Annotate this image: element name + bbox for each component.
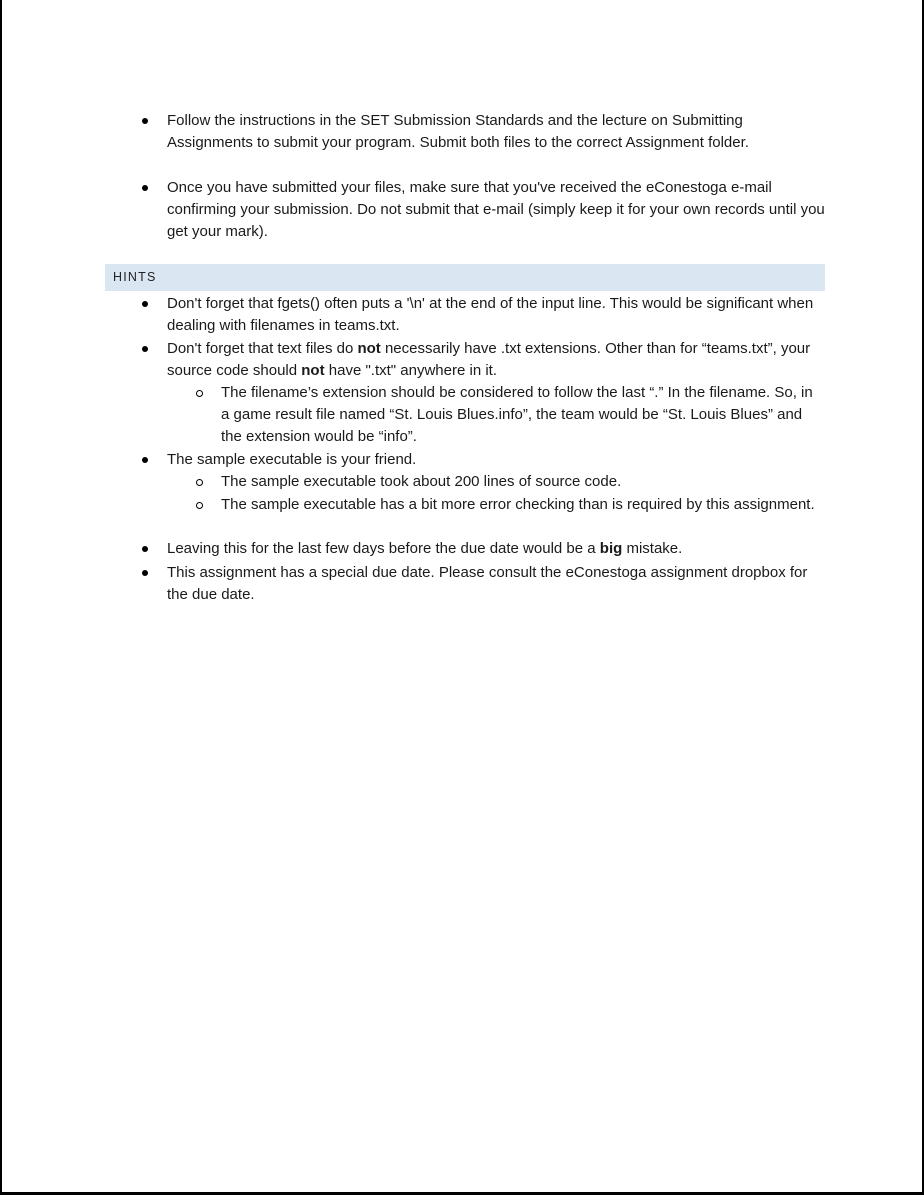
bullet-icon bbox=[142, 301, 148, 307]
hint-txt-emphasis-not: not bbox=[301, 362, 325, 379]
sub-bullet-icon bbox=[196, 502, 203, 509]
hint-txt-emphasis-not: not bbox=[357, 340, 381, 357]
hint-sample-error-checking: The sample executable has a bit more error checking than is required by this assignment. bbox=[221, 496, 815, 513]
hint-big-mistake bbox=[167, 538, 827, 560]
bullet-icon bbox=[142, 185, 148, 191]
bullet-icon bbox=[142, 346, 148, 352]
hint-extension-rule: The filename’s extension should be considered to follow the last “.” In the filename. So, in a game result file named “St. Louis Blues.info”, the team would be “St. Louis Blues” and the extension would be “info”. bbox=[221, 384, 813, 445]
hints-heading: HINTS bbox=[113, 270, 157, 284]
sub-bullet-icon bbox=[196, 390, 203, 397]
hint-sample-executable: The sample executable is your friend. bbox=[167, 451, 417, 468]
hint-leave-text-pre: Leaving this for the last few days before the due date would be a bbox=[167, 540, 600, 557]
hint-txt-text-pre: Don't forget that text files do bbox=[167, 340, 358, 357]
hints-heading-bar bbox=[105, 264, 825, 291]
hint-fgets: Don't forget that fgets() often puts a '\n' at the end of the input line. This would be significant when dealing with filenames in teams.txt. bbox=[167, 295, 814, 334]
submission-instructions-item: Follow the instructions in the SET Submission Standards and the lecture on Submitting Assignments to submit your program. Submit both files to the correct Assignment folder. bbox=[167, 112, 749, 151]
bullet-icon bbox=[142, 546, 148, 552]
submission-confirmation-item: Once you have submitted your files, make sure that you've received the eConestoga e-mail confirming your submission. Do not submit that e-mail (simply keep it for your own records until you get your mark). bbox=[167, 179, 825, 240]
hint-txt-text-post: have ".txt" anywhere in it. bbox=[324, 362, 497, 379]
hint-sample-lines: The sample executable took about 200 lines of source code. bbox=[221, 473, 622, 490]
hint-leave-text-post: mistake. bbox=[622, 540, 683, 557]
bullet-icon bbox=[142, 570, 148, 576]
sub-bullet-icon bbox=[196, 479, 203, 486]
hint-leave-emphasis-big: big bbox=[599, 540, 623, 557]
hint-txt-text-mid: necessarily have .txt extensions. Other than for “teams.txt”, your source code should bbox=[167, 340, 811, 379]
hint-txt-extensions bbox=[167, 338, 827, 382]
hint-due-date: This assignment has a special due date. Please consult the eConestoga assignment dropbox for the due date. bbox=[167, 564, 808, 603]
bullet-icon bbox=[142, 457, 148, 463]
bullet-icon bbox=[142, 118, 148, 124]
